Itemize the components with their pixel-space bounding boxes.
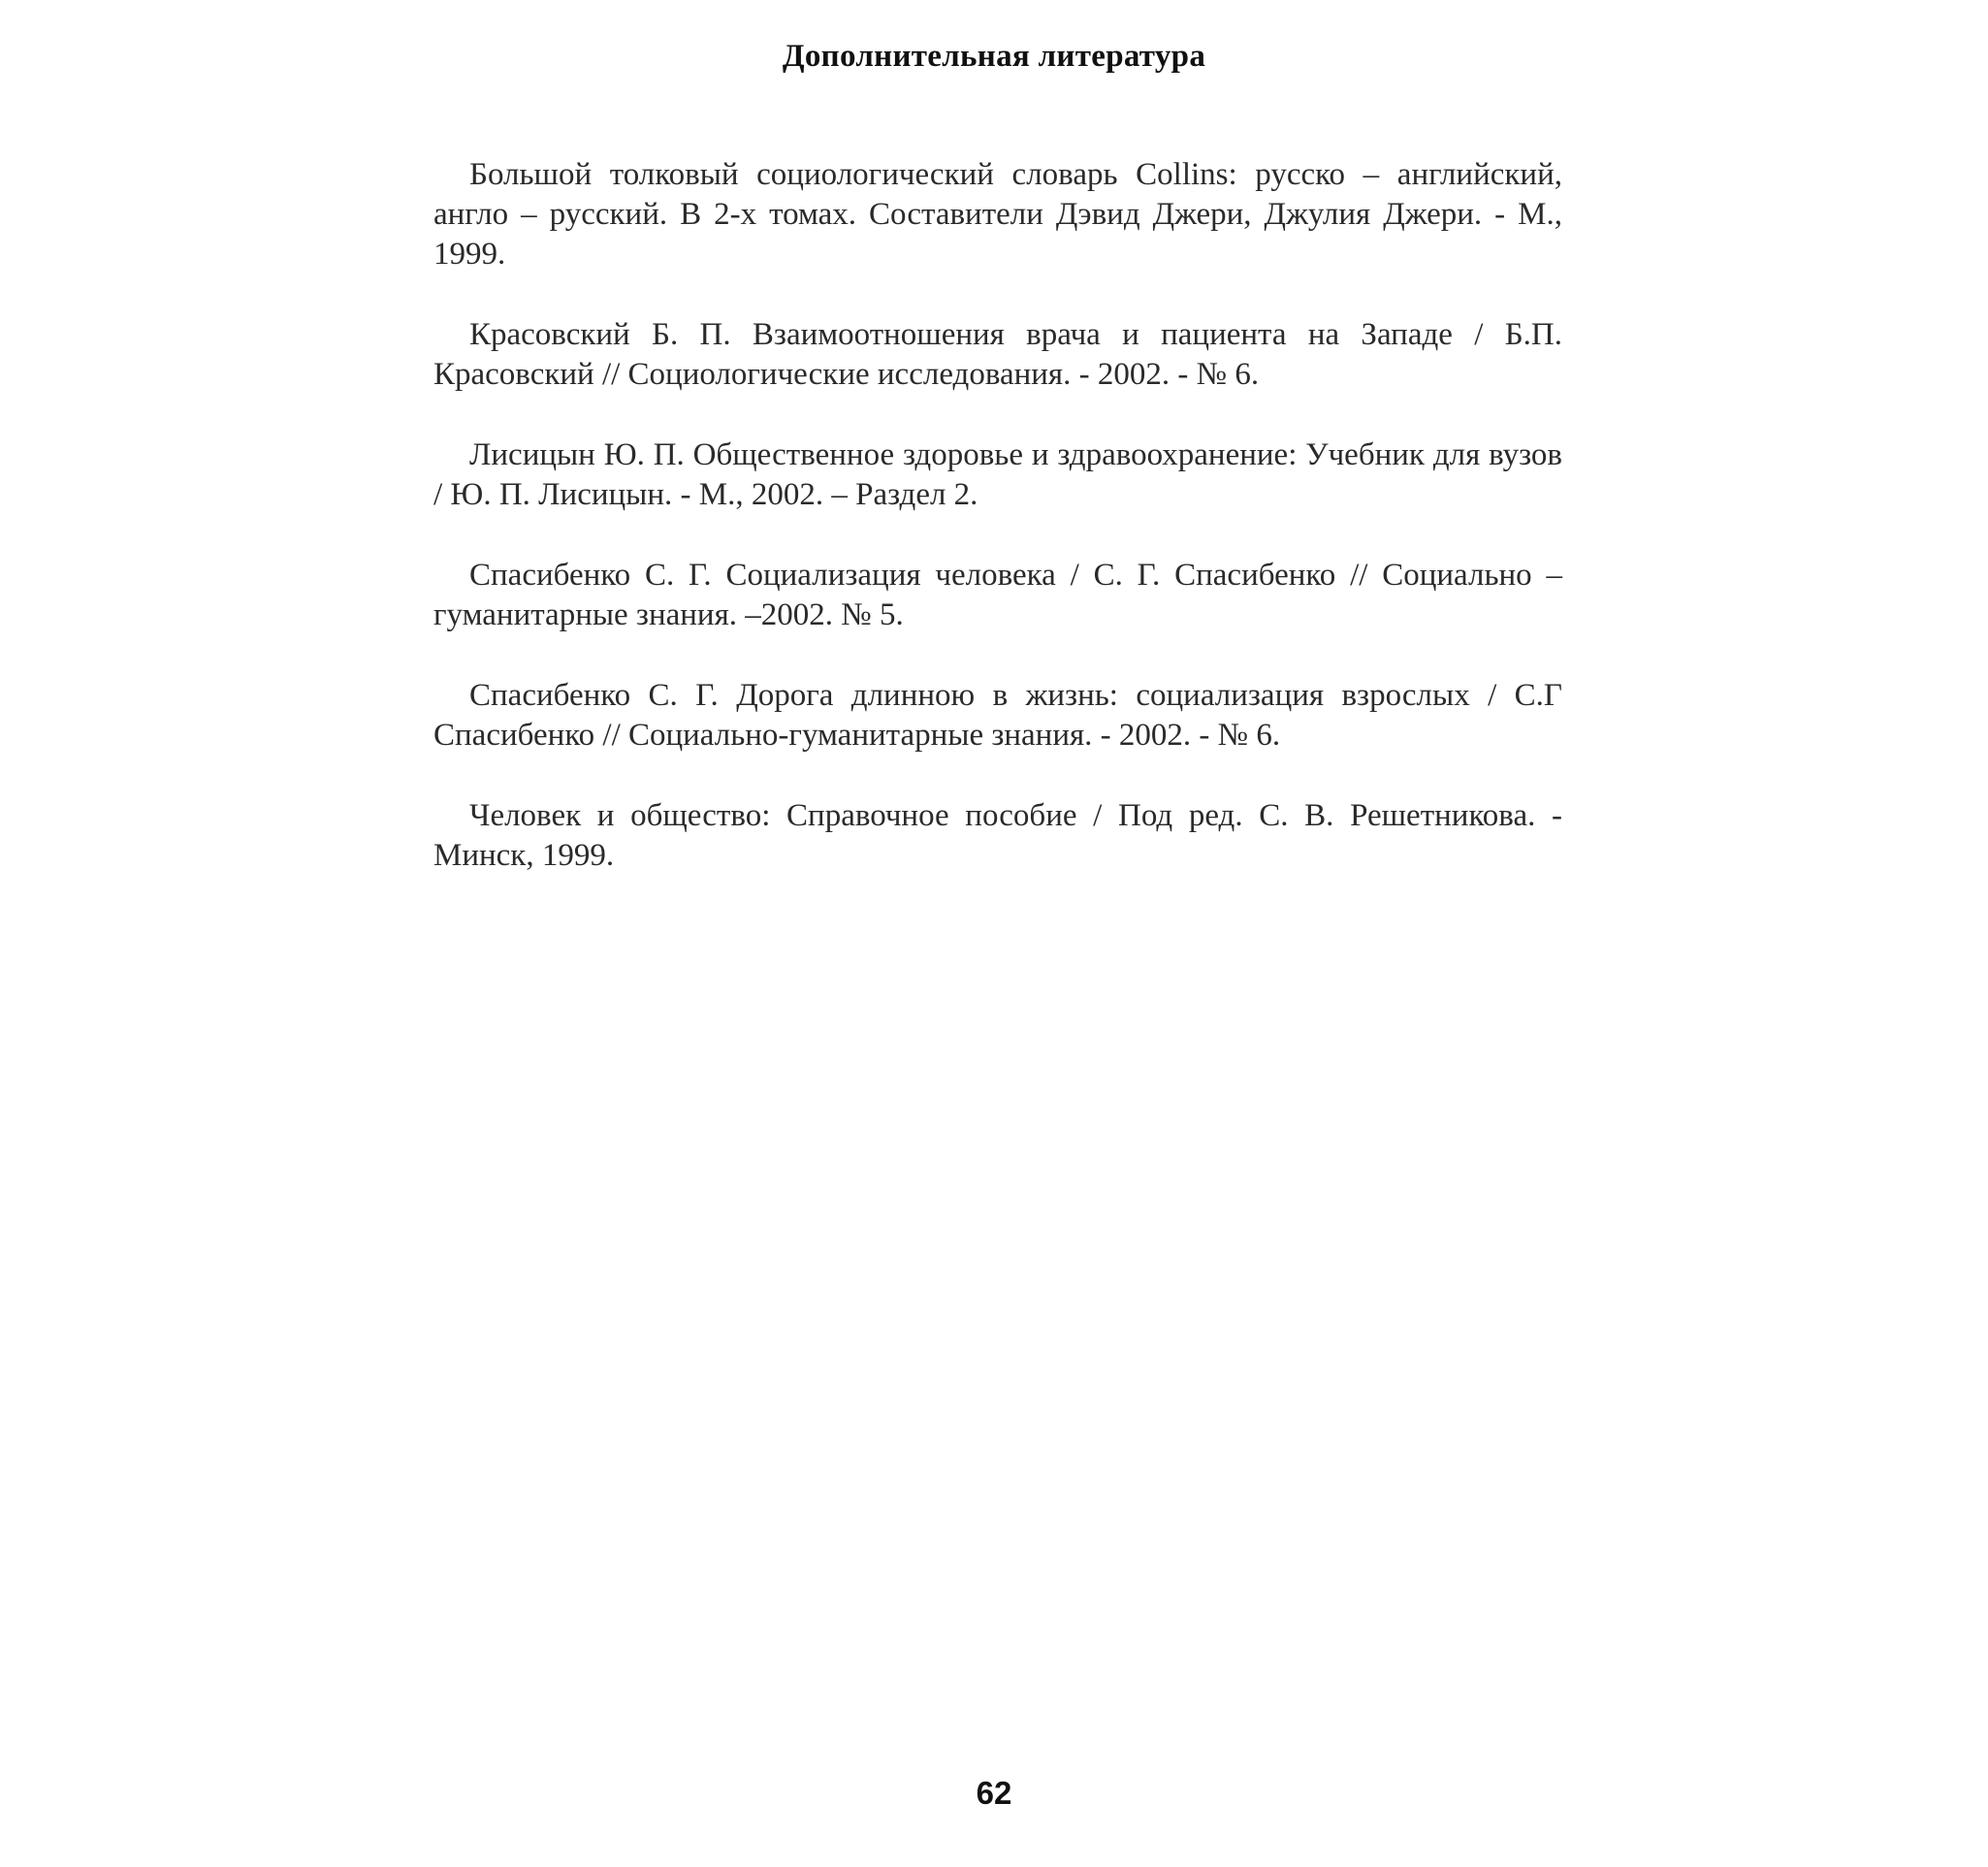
reference-entry: Большой толковый социологический словарь Collins: русско – английский, англо – русский. В 2-х томах. Составители Дэвид Джери, Джулия Джери. - М., 1999.: [433, 157, 1562, 272]
reference-entry: Человек и общество: Справочное пособие / Под ред. С. В. Решетникова. - Минск, 1999.: [433, 798, 1562, 873]
reference-entry: Спасибенко С. Г. Социализация человека / С. Г. Спасибенко // Социально – гуманитарные знания. –2002. № 5.: [433, 558, 1562, 632]
page-title: Дополнительная литература: [782, 39, 1206, 74]
page-number: 62: [976, 1775, 1012, 1811]
reference-entry: Красовский Б. П. Взаимоотношения врача и пациента на Западе / Б.П. Красовский // Социологические исследования. - 2002. - № 6.: [433, 317, 1562, 392]
reference-list: [433, 155, 1562, 917]
reference-entry: Спасибенко С. Г. Дорога длинною в жизнь: социализация взрослых / С.Г Спасибенко // Социально-гуманитарные знания. - 2002. - № 6.: [433, 678, 1562, 753]
reference-entry: Лисицын Ю. П. Общественное здоровье и здравоохранение: Учебник для вузов / Ю. П. Лисицын. - М., 2002. – Раздел 2.: [433, 437, 1562, 512]
